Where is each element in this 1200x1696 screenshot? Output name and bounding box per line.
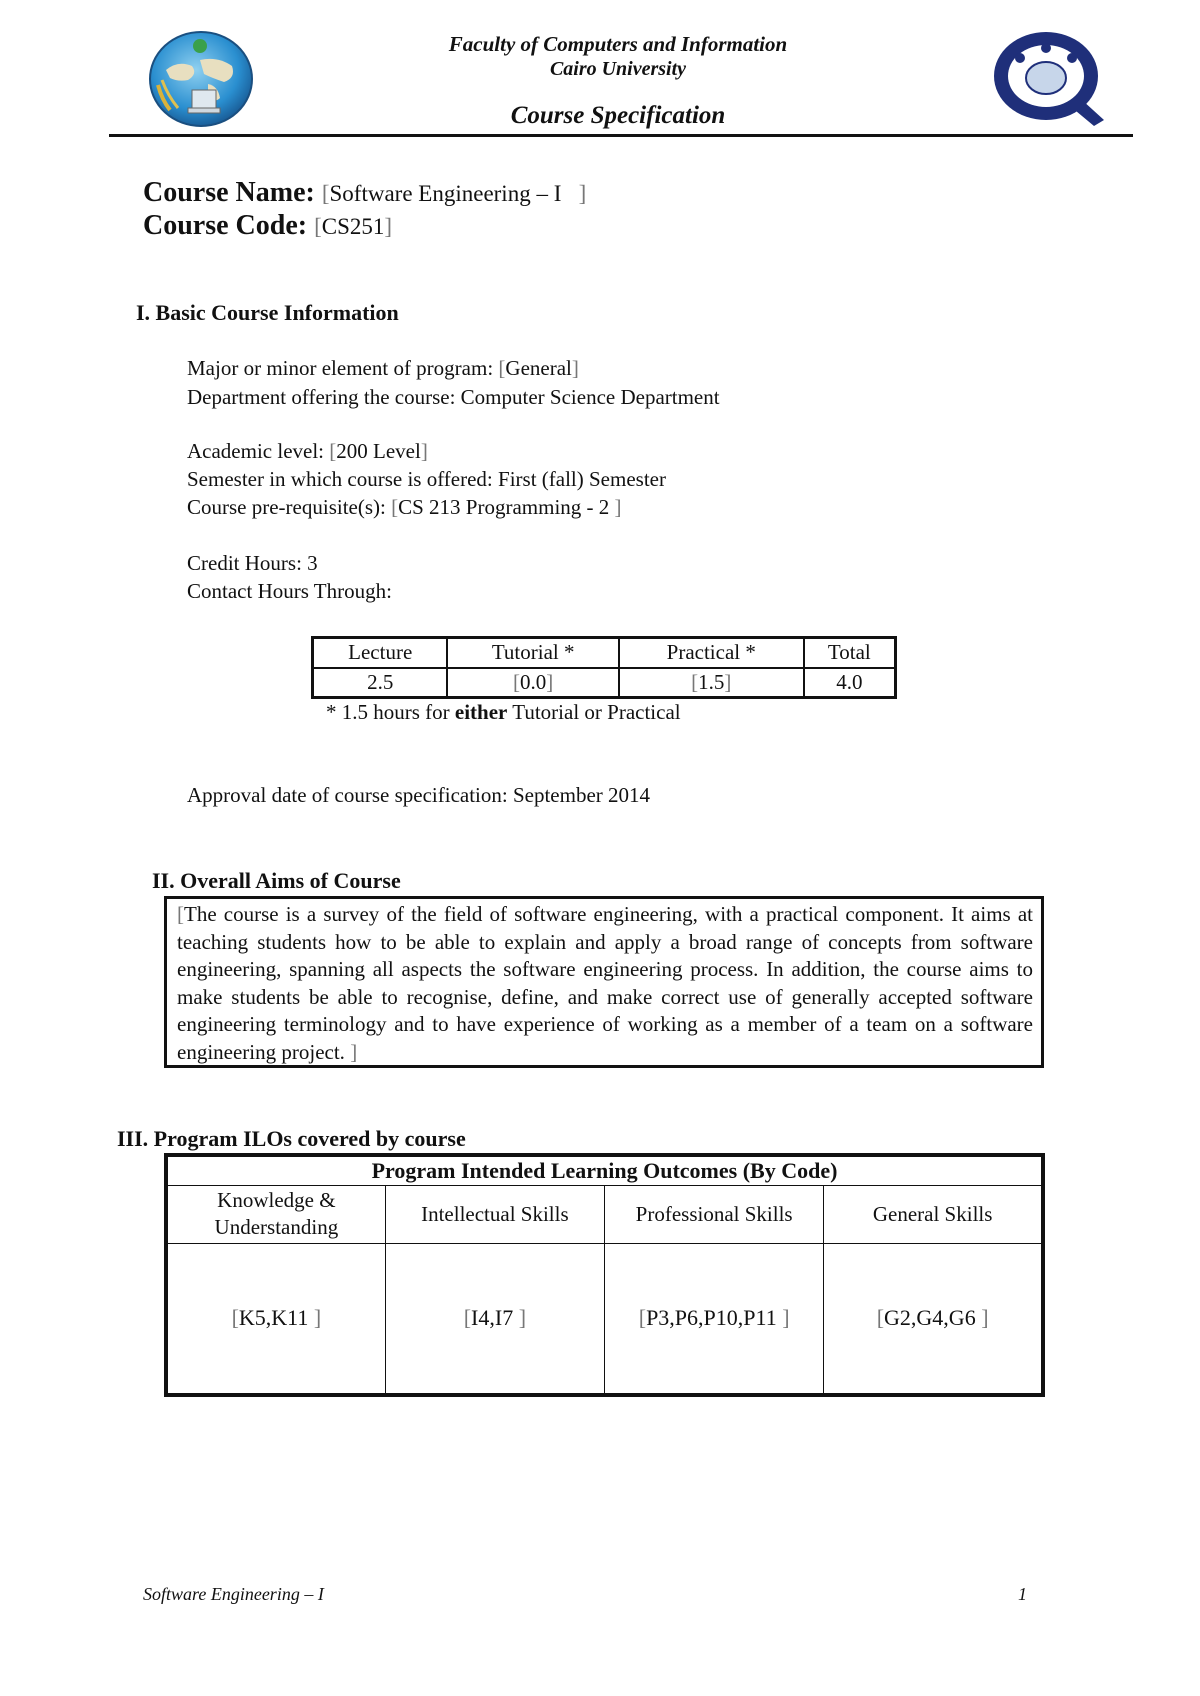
hours-lecture-value: 2.5 [313, 668, 448, 698]
ilo-knowledge-value: K5,K11 [238, 1305, 314, 1331]
section-1-heading: I. Basic Course Information [136, 300, 399, 325]
ilo-professional-value: P3,P6,P10,P11 [646, 1305, 783, 1331]
document-title: Course Specification [510, 102, 726, 129]
ilo-table-title: Program Intended Learning Outcomes (By Code) [166, 1155, 1043, 1185]
hours-tutorial-value: 0.0 [520, 669, 547, 694]
hours-practical-field[interactable]: [1.5] [619, 668, 804, 698]
course-name-label: Course Name: [143, 177, 315, 208]
aims-text-box[interactable]: [The course is a survey of the field of software engineering, with a practical component. It aims at teaching students how to be able to explain and apply a broad range of concepts from software engineering, spanning all aspects the software engineering process. In addition, the course aims to make students be able to recognise, define, and make correct use of generally accepted software engineering terminology and to have experience of working as a member of a team on a software engineering project. ] [164, 896, 1044, 1068]
ilo-values-row [166, 1243, 1043, 1395]
ilo-col-knowledge: Knowledge & Understanding [166, 1185, 385, 1243]
hours-header-tutorial: Tutorial * [447, 638, 618, 668]
contact-hours-line: Contact Hours Through: [187, 579, 392, 603]
credit-hours-line: Credit Hours: 3 [187, 551, 318, 575]
semester-line: Semester in which course is offered: First (fall) Semester [187, 467, 666, 491]
ilo-professional-field[interactable]: [P3,P6,P10,P11 ] [605, 1243, 824, 1395]
course-code-label: Course Code: [143, 210, 308, 241]
header-divider [109, 134, 1133, 137]
ilo-knowledge-field[interactable]: [K5,K11 ] [166, 1243, 385, 1395]
hours-header-total: Total [804, 638, 896, 668]
ilo-col-general: General Skills [824, 1185, 1043, 1243]
section-3-heading: III. Program ILOs covered by course [117, 1126, 466, 1151]
ilo-col-professional: Professional Skills [605, 1185, 824, 1243]
contact-hours-table [311, 636, 897, 699]
course-name-field[interactable]: [Software Engineering – I ] [321, 181, 587, 206]
ilo-general-value: G2,G4,G6 [884, 1305, 982, 1331]
approval-date-line: Approval date of course specification: September 2014 [187, 783, 651, 807]
course-name [143, 177, 586, 209]
ilo-general-field[interactable]: [G2,G4,G6 ] [824, 1243, 1043, 1395]
course-code-value: CS251 [321, 214, 385, 239]
hours-total-value: 4.0 [804, 668, 896, 698]
ilo-intellectual-field[interactable]: [I4,I7 ] [385, 1243, 604, 1395]
course-name-value: Software Engineering – I [329, 181, 562, 206]
footer-page-number: 1 [1018, 1584, 1027, 1604]
section-2-heading: II. Overall Aims of Course [152, 868, 401, 893]
prereq-field[interactable]: [CS 213 Programming - 2 ] [391, 495, 622, 519]
hours-header-row [313, 638, 896, 668]
ilo-col-intellectual: Intellectual Skills [385, 1185, 604, 1243]
ilo-header-row [166, 1185, 1043, 1243]
prereq-line: Course pre-requisite(s): [CS 213 Programming - 2 ] [187, 495, 622, 519]
ilo-table [164, 1153, 1045, 1397]
hours-value-row [313, 668, 896, 698]
course-code [143, 210, 392, 242]
course-code-field[interactable]: [CS251] [314, 214, 393, 239]
footer-course: Software Engineering – I [143, 1584, 324, 1604]
university-name: Cairo University [549, 58, 687, 80]
faculty-name: Faculty of Computers and Information [448, 32, 788, 56]
major-field[interactable]: [General] [498, 356, 579, 380]
hours-practical-value: 1.5 [698, 669, 725, 694]
ilo-intellectual-value: I4,I7 [471, 1305, 519, 1331]
hours-note: * 1.5 hours for either Tutorial or Practical [326, 700, 681, 724]
level-field[interactable]: [200 Level] [329, 439, 428, 463]
major-line: Major or minor element of program: [General] [187, 356, 579, 380]
department-line: Department offering the course: Computer Science Department [187, 385, 720, 409]
ilo-title-row [166, 1155, 1043, 1185]
hours-tutorial-field[interactable]: [0.0] [447, 668, 618, 698]
level-line: Academic level: [200 Level] [187, 439, 428, 463]
aims-text: The course is a survey of the field of software engineering, with a practical component. It aims at teaching students how to be able to explain and apply a broad range of concepts from software engineering, spanning all aspects the software engineering process. In addition, the course aims to make students be able to recognise, define, and make correct use of generally accepted software engineering terminology and to have experience of working as a member of a team on a software engineering project. [177, 902, 1033, 1064]
hours-header-practical: Practical * [619, 638, 804, 668]
hours-header-lecture: Lecture [313, 638, 448, 668]
